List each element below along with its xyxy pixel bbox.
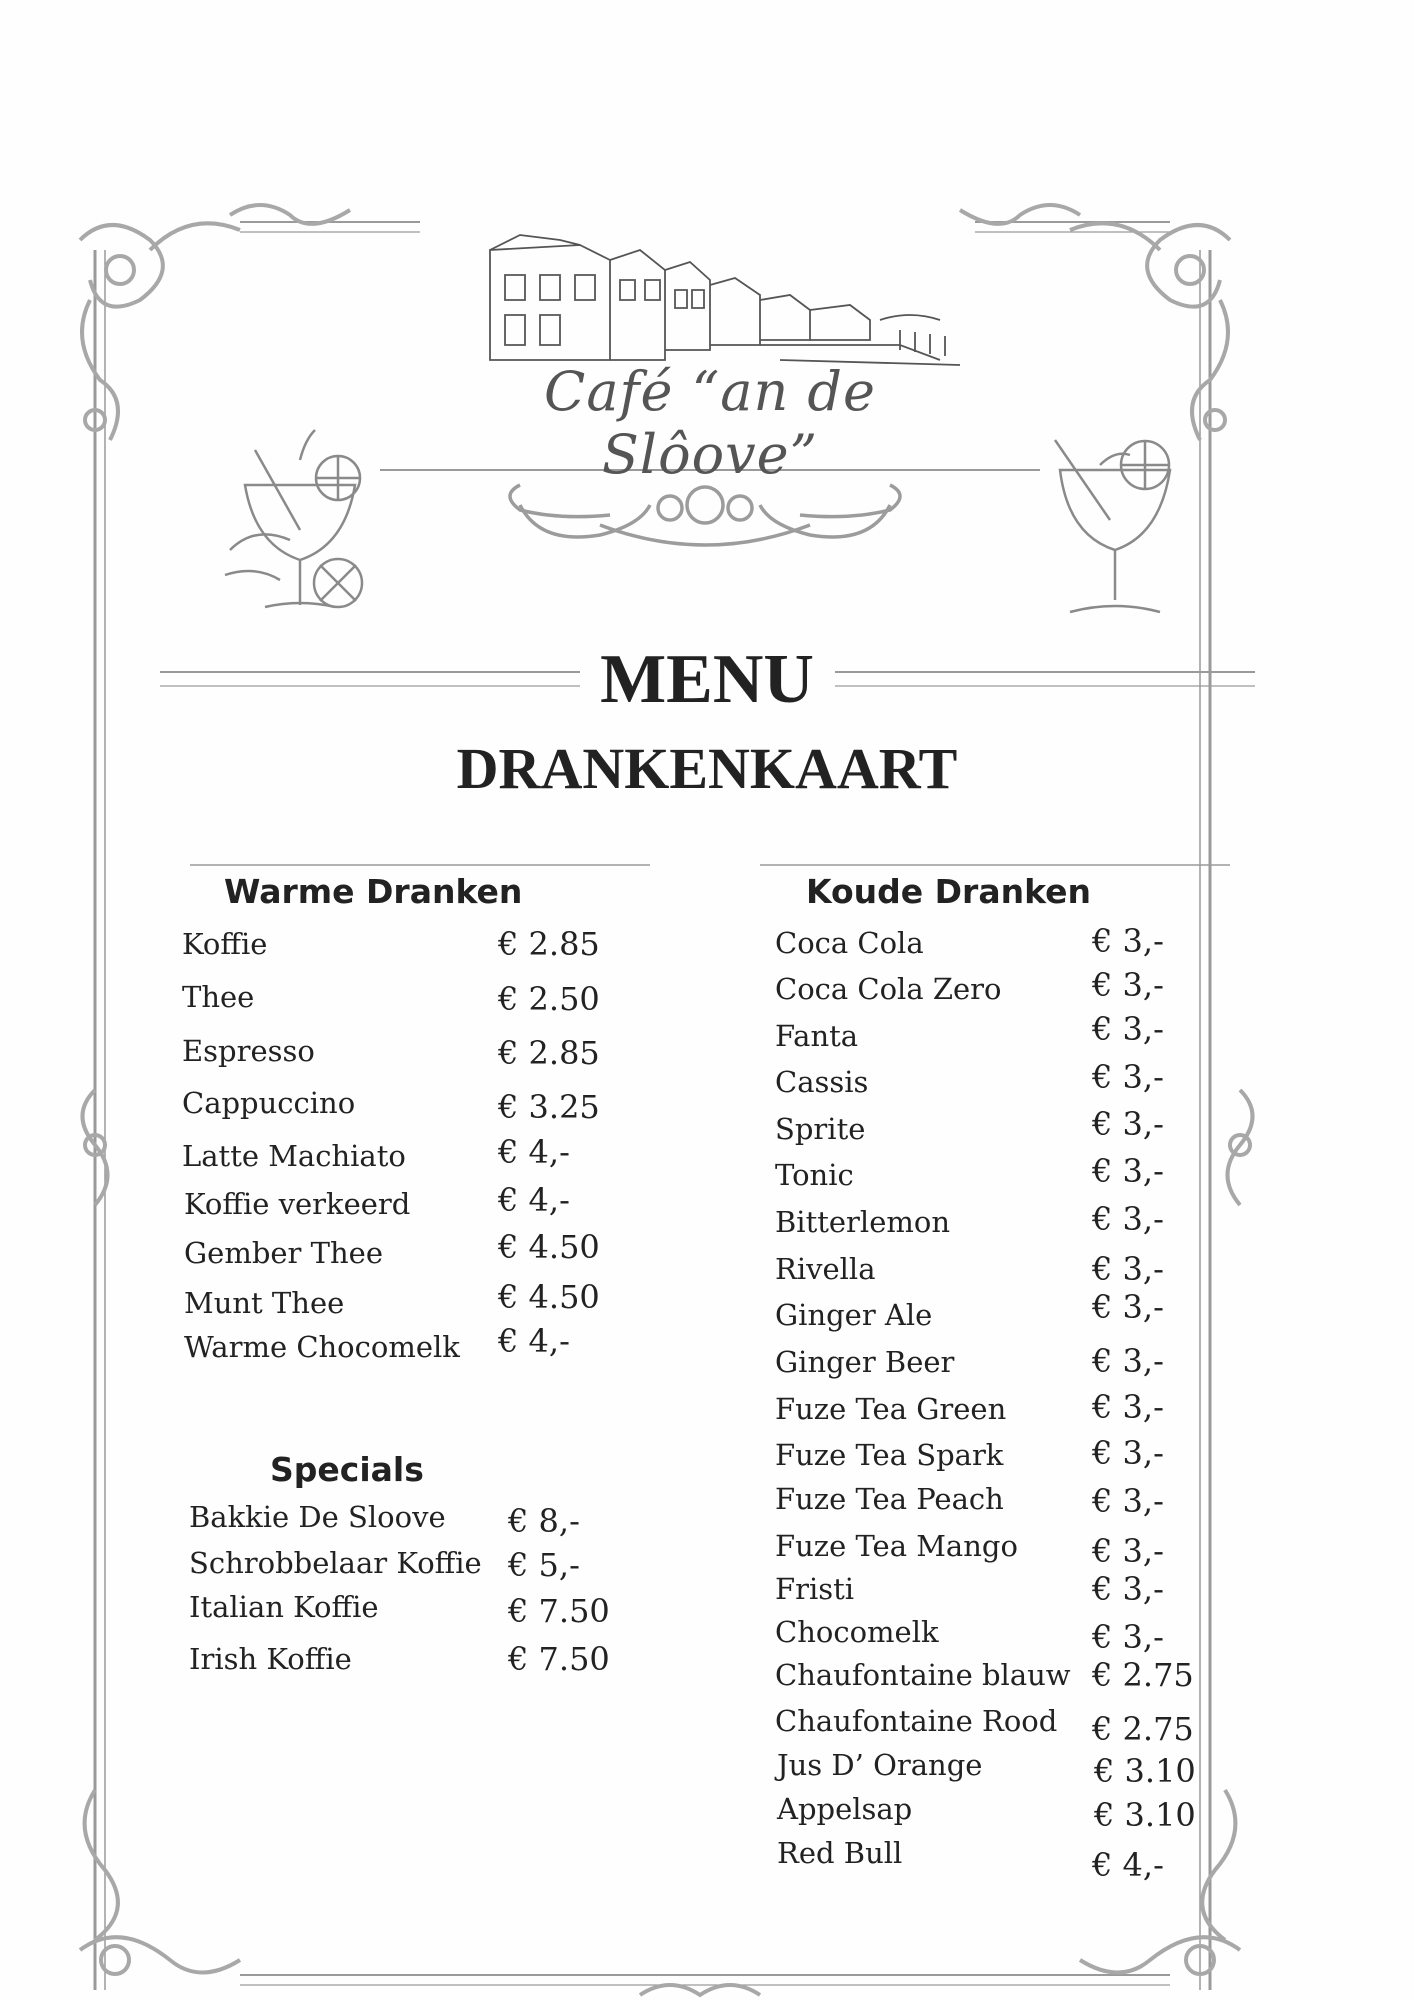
bottom-center-ornament	[640, 1985, 760, 1995]
cold-item-price: € 4,-	[1092, 1846, 1164, 1884]
cocktail-glass-right-icon	[1055, 440, 1170, 612]
cold-item-name: Appelsap	[777, 1792, 913, 1826]
corner-ornament-bottom-left	[80, 1790, 240, 1974]
cold-item-name: Ginger Ale	[775, 1298, 933, 1332]
cold-item-price: € 3.10	[1094, 1796, 1196, 1834]
section-heading-specials: Specials	[270, 1450, 424, 1489]
cold-item-price: € 3,-	[1092, 1250, 1164, 1288]
special-item-price: € 8,-	[508, 1502, 580, 1540]
cold-item-name: Chocomelk	[775, 1615, 939, 1649]
cold-item-name: Jus D’ Orange	[777, 1748, 983, 1782]
cold-item-price: € 3,-	[1092, 922, 1164, 960]
warm-item-name: Warme Chocomelk	[184, 1330, 460, 1364]
side-ornament-right	[1228, 1090, 1253, 1205]
special-item-name: Italian Koffie	[189, 1590, 379, 1624]
cold-item-price: € 3.10	[1094, 1752, 1196, 1790]
cold-item-name: Chaufontaine Rood	[775, 1704, 1058, 1738]
special-item-price: € 7.50	[508, 1592, 610, 1630]
special-item-name: Irish Koffie	[189, 1642, 352, 1676]
cocktail-glass-left-icon	[225, 430, 362, 607]
warm-item-name: Latte Machiato	[182, 1139, 406, 1173]
cold-item-name: Cassis	[775, 1065, 869, 1099]
warm-item-name: Espresso	[182, 1034, 315, 1068]
corner-ornament-top-right	[960, 205, 1230, 440]
cold-item-name: Fristi	[775, 1572, 855, 1606]
warm-item-name: Gember Thee	[184, 1236, 383, 1270]
cold-item-price: € 3,-	[1092, 1532, 1164, 1570]
drankenkaart-subtitle: DRANKENKAART	[456, 736, 958, 801]
cold-item-name: Chaufontaine blauw	[775, 1658, 1071, 1692]
menu-title: MENU	[600, 641, 814, 718]
cold-item-price: € 3,-	[1092, 1105, 1164, 1143]
cold-item-name: Fuze Tea Green	[775, 1392, 1007, 1426]
logo-street-drawing	[490, 235, 960, 365]
special-item-price: € 7.50	[508, 1640, 610, 1678]
warm-item-price: € 2.85	[498, 925, 600, 963]
cold-item-name: Fuze Tea Spark	[775, 1438, 1004, 1472]
warm-item-price: € 4,-	[498, 1322, 570, 1360]
special-item-name: Schrobbelaar Koffie	[189, 1546, 482, 1580]
warm-item-name: Thee	[182, 980, 255, 1014]
cold-item-price: € 3,-	[1092, 1482, 1164, 1520]
cold-item-name: Fuze Tea Mango	[775, 1529, 1018, 1563]
cold-item-name: Rivella	[775, 1252, 876, 1286]
warm-item-price: € 4,-	[498, 1181, 570, 1219]
special-item-name: Bakkie De Sloove	[189, 1500, 446, 1534]
cold-item-price: € 3,-	[1092, 1152, 1164, 1190]
warm-item-price: € 4.50	[498, 1228, 600, 1266]
warm-item-name: Cappuccino	[182, 1086, 356, 1120]
cold-item-name: Coca Cola	[775, 926, 924, 960]
cold-item-name: Coca Cola Zero	[775, 972, 1002, 1006]
warm-item-name: Munt Thee	[184, 1286, 345, 1320]
scroll-ornament	[510, 485, 900, 545]
section-heading-warme-dranken: Warme Dranken	[224, 872, 523, 911]
cold-item-price: € 3,-	[1092, 1200, 1164, 1238]
cold-item-price: € 3,-	[1092, 1010, 1164, 1048]
cold-item-price: € 3,-	[1092, 1434, 1164, 1472]
cold-item-name: Red Bull	[777, 1836, 903, 1870]
cold-item-price: € 3,-	[1092, 1342, 1164, 1380]
cold-item-price: € 3,-	[1092, 1570, 1164, 1608]
cafe-logo: Café “an de Slôove”	[544, 360, 876, 486]
cold-item-name: Tonic	[775, 1158, 854, 1192]
section-heading-koude-dranken: Koude Dranken	[806, 872, 1092, 911]
special-item-price: € 5,-	[508, 1546, 580, 1584]
cold-item-name: Sprite	[775, 1112, 866, 1146]
cold-item-name: Bitterlemon	[775, 1205, 950, 1239]
cold-item-price: € 2.75	[1092, 1656, 1194, 1694]
cold-item-price: € 2.75	[1092, 1710, 1194, 1748]
warm-item-price: € 4,-	[498, 1133, 570, 1171]
warm-item-price: € 3.25	[498, 1088, 600, 1126]
cold-item-price: € 3,-	[1092, 1618, 1164, 1656]
warm-item-price: € 2.85	[498, 1034, 600, 1072]
corner-ornament-top-left	[80, 205, 350, 440]
cold-item-price: € 3,-	[1092, 966, 1164, 1004]
cold-item-price: € 3,-	[1092, 1388, 1164, 1426]
cold-item-price: € 3,-	[1092, 1288, 1164, 1326]
cold-item-price: € 3,-	[1092, 1058, 1164, 1096]
cold-item-name: Fanta	[775, 1019, 859, 1053]
warm-item-name: Koffie verkeerd	[184, 1187, 411, 1221]
warm-item-price: € 4.50	[498, 1278, 600, 1316]
warm-item-price: € 2.50	[498, 980, 600, 1018]
cold-item-name: Fuze Tea Peach	[775, 1482, 1004, 1516]
warm-item-name: Koffie	[182, 927, 268, 961]
cold-item-name: Ginger Beer	[775, 1345, 955, 1379]
